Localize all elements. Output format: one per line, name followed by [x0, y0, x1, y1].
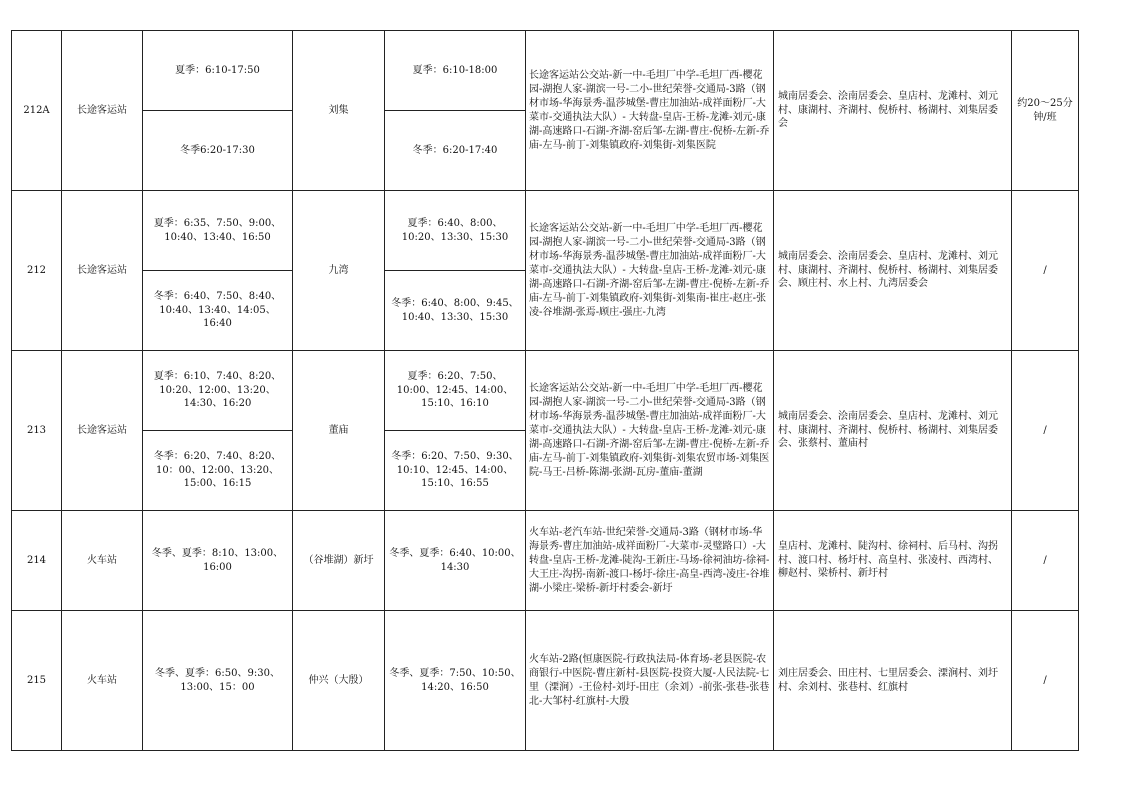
destination: 仲兴（大殷） — [293, 611, 385, 751]
origin-station: 火车站 — [62, 511, 143, 611]
origin-times: 冬季、夏季：8:10、13:00、16:00 — [143, 511, 293, 611]
origin-station: 长途客运站 — [62, 191, 143, 351]
service-interval: / — [1012, 191, 1079, 351]
origin-winter-times: 冬季：6:40、7:50、8:40、10:40、13:40、14:05、16:40 — [143, 271, 293, 351]
origin-winter-times: 冬季6:20-17:30 — [143, 111, 293, 191]
route-number: 212 — [12, 191, 62, 351]
bus-route-table — [11, 30, 1079, 751]
origin-summer-times: 夏季：6:10、7:40、8:20、10:20、12:00、13:20、14:30、16:20 — [143, 351, 293, 431]
route-stops: 长途客运站公交站-新一中-毛坦厂中学-毛坦厂西-樱花园-湖抱人家-湖滨一号-二小-世纪荣誉-交通局-3路（钢材市场-华海景秀-温莎城堡-曹庄加油站-成祥面粉厂-大菜市-交通执法大队）- 大转盘-皇店-王桥-龙滩-刘元-康湖-高速路口-石湖-齐湖-窑后邹-左湖-曹庄-倪桥-左新-乔庙-左马-前丁-刘集镇政府-刘集街-刘集医院 — [526, 31, 774, 191]
table-row — [12, 191, 1079, 271]
origin-winter-times: 冬季：6:20、7:40、8:20、10：00、12:00、13:20、15:00、16:15 — [143, 431, 293, 511]
route-number: 212A — [12, 31, 62, 191]
destination: （谷堆湖）新圩 — [293, 511, 385, 611]
origin-station: 火车站 — [62, 611, 143, 751]
service-areas: 城南居委会、浍南居委会、皇店村、龙滩村、刘元村、康湖村、齐湖村、倪桥村、杨湖村、刘集居委会、张蔡村、董庙村 — [774, 351, 1012, 511]
table-row — [12, 31, 1079, 111]
destination-times: 冬季、夏季：7:50、10:50、14:20、16:50 — [385, 611, 526, 751]
table-row — [12, 511, 1079, 611]
service-interval: 约20～25分钟/班 — [1012, 31, 1079, 191]
destination: 刘集 — [293, 31, 385, 191]
service-areas: 城南居委会、浍南居委会、皇店村、龙滩村、刘元村、康湖村、齐湖村、倪桥村、杨湖村、刘集居委会、顾庄村、水上村、九湾居委会 — [774, 191, 1012, 351]
route-stops: 长途客运站公交站-新一中-毛坦厂中学-毛坦厂西-樱花园-湖抱人家-湖滨一号-二小-世纪荣誉-交通局-3路（钢材市场-华海景秀-温莎城堡-曹庄加油站-成祥面粉厂-大菜市-交通执法大队）- 大转盘-皇店-王桥-龙滩-刘元-康湖-高速路口-石湖-齐湖-窑后邹-左湖-曹庄-倪桥-左新-乔庙-左马-前丁-刘集镇政府-刘集街-刘集南-崔庄-赵庄-张凌-谷堆湖-张焉-顾庄-强庄-九湾 — [526, 191, 774, 351]
destination-winter-times: 冬季：6:40、8:00、9:45、10:40、13:30、15:30 — [385, 271, 526, 351]
route-stops: 火车站-老汽车站-世纪荣誉-交通局-3路（钢材市场-华海景秀-曹庄加油站-成祥面粉厂-大菜市-灵璧路口）-大转盘-皇店-王桥-龙滩-陡沟-王新庄-马场-徐祠油坊-徐祠-大王庄-沟拐-南新-渡口-杨圩-徐庄-高皇-西湾-凌庄-谷堆湖-小梁庄-梁桥-新圩村委会-新圩 — [526, 511, 774, 611]
destination-times: 冬季、夏季：6:40、10:00、14:30 — [385, 511, 526, 611]
destination: 董庙 — [293, 351, 385, 511]
destination-summer-times: 夏季：6:20、7:50、10:00、12:45、14:00、15:10、16:10 — [385, 351, 526, 431]
service-areas: 皇店村、龙滩村、陡沟村、徐祠村、后马村、沟拐村、渡口村、杨圩村、高皇村、张凌村、西湾村、柳赵村、梁桥村、新圩村 — [774, 511, 1012, 611]
service-areas: 刘庄居委会、田庄村、七里居委会、溧涧村、刘圩村、余刘村、张巷村、红旗村 — [774, 611, 1012, 751]
origin-summer-times: 夏季：6:10-17:50 — [143, 31, 293, 111]
table-row — [12, 351, 1079, 431]
route-number: 213 — [12, 351, 62, 511]
destination-winter-times: 冬季：6:20-17:40 — [385, 111, 526, 191]
destination-winter-times: 冬季：6:20、7:50、9:30、10:10、12:45、14:00、15:10、16:55 — [385, 431, 526, 511]
route-number: 215 — [12, 611, 62, 751]
destination-summer-times: 夏季：6:10-18:00 — [385, 31, 526, 111]
origin-station: 长途客运站 — [62, 351, 143, 511]
destination: 九湾 — [293, 191, 385, 351]
origin-summer-times: 夏季：6:35、7:50、9:00、10:40、13:40、16:50 — [143, 191, 293, 271]
service-interval: / — [1012, 351, 1079, 511]
route-number: 214 — [12, 511, 62, 611]
service-interval: / — [1012, 611, 1079, 751]
route-stops: 火车站-2路(恒康医院-行政执法局-体育场-老县医院-农商银行-中医院-曹庄新村-县医院-投资大厦-人民法院-七里（溧涧）-王俭村-刘圩-田庄（余刘）-前张-张巷-张巷北-大邹村-红旗村-大殷 — [526, 611, 774, 751]
destination-summer-times: 夏季：6:40、8:00、10:20、13:30、15:30 — [385, 191, 526, 271]
route-stops: 长途客运站公交站-新一中-毛坦厂中学-毛坦厂西-樱花园-湖抱人家-湖滨一号-二小-世纪荣誉-交通局-3路（钢材市场-华海景秀-温莎城堡-曹庄加油站-成祥面粉厂-大菜市-交通执法大队）- 大转盘-皇店-王桥-龙滩-刘元-康湖-高速路口-石湖-齐湖-窑后邹-左湖-曹庄-倪桥-左新-乔庙-左马-前丁-刘集镇政府-刘集街-刘集农贸市场-刘集医院-马王-吕桥-陈湖-张湖-瓦房-董庙-董湖 — [526, 351, 774, 511]
service-areas: 城南居委会、浍南居委会、皇店村、龙滩村、刘元村、康湖村、齐湖村、倪桥村、杨湖村、刘集居委会 — [774, 31, 1012, 191]
origin-station: 长途客运站 — [62, 31, 143, 191]
table-row — [12, 611, 1079, 751]
origin-times: 冬季、夏季：6:50、9:30、13:00、15：00 — [143, 611, 293, 751]
service-interval: / — [1012, 511, 1079, 611]
